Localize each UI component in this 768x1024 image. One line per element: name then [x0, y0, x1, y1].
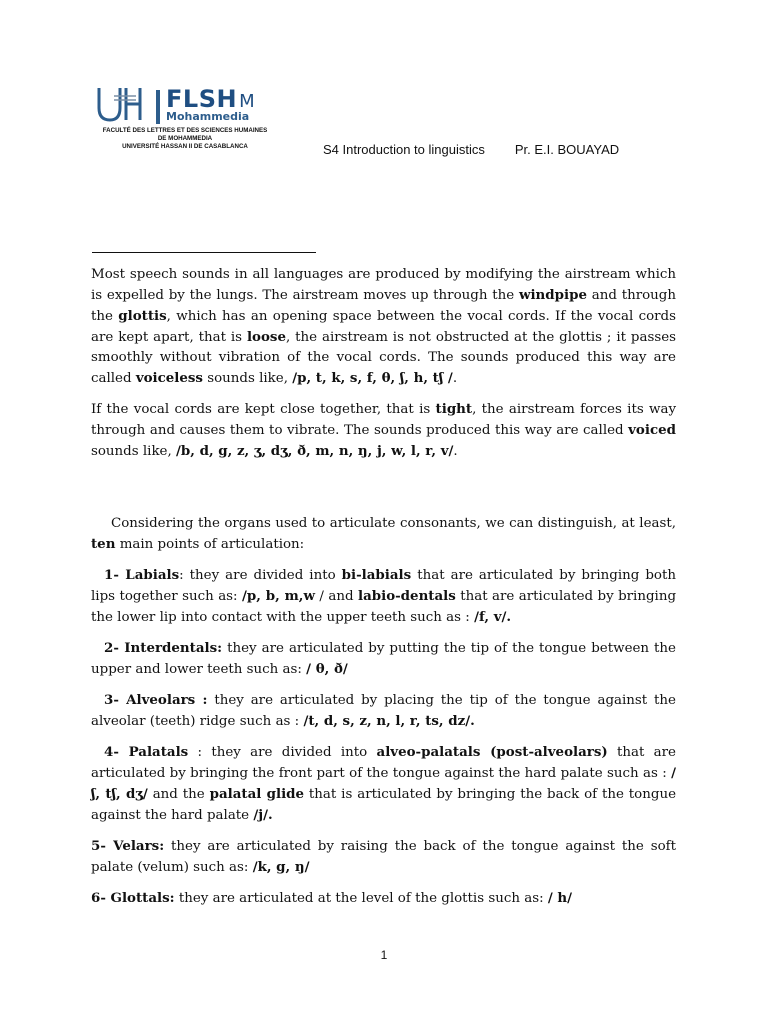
- logo-flsh-text: FLSH M: [166, 85, 256, 113]
- emblem-letters: UH2: [96, 71, 134, 90]
- course-title: S4 Introduction to linguistics: [323, 142, 485, 157]
- professor-name: Pr. E.I. BOUAYAD: [514, 142, 620, 157]
- list-item-labials: 1- Labials: they are divided into bi-labials that are articulated by bringing both lips together such as: /p, b, m,w / and labio-dentals that are articulated by bringing the lower lip into contact with the upper teeth such as : /f, v/.: [91, 567, 677, 625]
- university-emblem-icon: [96, 71, 154, 124]
- document-body: [91, 265, 676, 909]
- logo-faculty-text: FACULTÉ DES LETTRES ET DES SCIENCES HUMAINES DE MOHAMMEDIA UNIVERSITÉ HASSAN II DE CASABLANCA: [102, 127, 268, 150]
- page-number: 1: [380, 948, 388, 962]
- logo-divider: [156, 90, 160, 124]
- list-item-interdentals: 2- Interdentals: they are articulated by putting the tip of the tongue between the upper and lower teeth such as: / θ, ð/: [91, 640, 676, 677]
- list-item-velars: 5- Velars: they are articulated by raising the back of the tongue against the soft palate (velum) such as: /k, g, ŋ/: [91, 838, 676, 875]
- list-item-palatals: 4- Palatals : they are divided into alveo-palatals (post-alveolars) that are articulated by bringing the front part of the tongue against the hard palate such as : / ʃ, tʃ, dʒ/ and the palatal glide that is articulated by bringing the back of the tongue against the hard palate /j/.: [91, 744, 676, 823]
- course-header: [323, 142, 619, 157]
- faculty-logo: [92, 71, 272, 158]
- list-item-alveolars: 3- Alveolars : they are articulated by placing the tip of the tongue against the alveolar (teeth) ridge such as : /t, d, s, z, n, l, r, ts, dz/.: [91, 692, 676, 729]
- paragraph-voiced: If the vocal cords are kept close together, that is tight, the airstream forces its way through and causes them to vibrate. The sounds produced this way are called voiced sounds like, /b, d, g, z, ʒ, dʒ, ð, m, n, ŋ, j, w, l, r, v/.: [91, 401, 677, 459]
- header-rule: [92, 252, 316, 253]
- paragraph-voiceless: Most speech sounds in all languages are produced by modifying the airstream which is expelled by the lungs. The airstream moves up through the windpipe and through the glottis, which has an opening space between the vocal cords. If the vocal cords are kept apart, that is loose, the airstream is not obstructed at the glottis ; it passes smoothly without vibration of the vocal cords. The sounds produced this way are called voiceless sounds like, /p, t, k, s, f, θ, ʃ, h, tʃ /.: [91, 267, 676, 386]
- logo-city-text: Mohammedia: [166, 110, 250, 123]
- list-item-glottals: 6- Glottals: they are articulated at the level of the glottis such as: / h/: [91, 890, 573, 906]
- paragraph-points-intro: Considering the organs used to articulate consonants, we can distinguish, at least, ten main points of articulation:: [91, 516, 676, 552]
